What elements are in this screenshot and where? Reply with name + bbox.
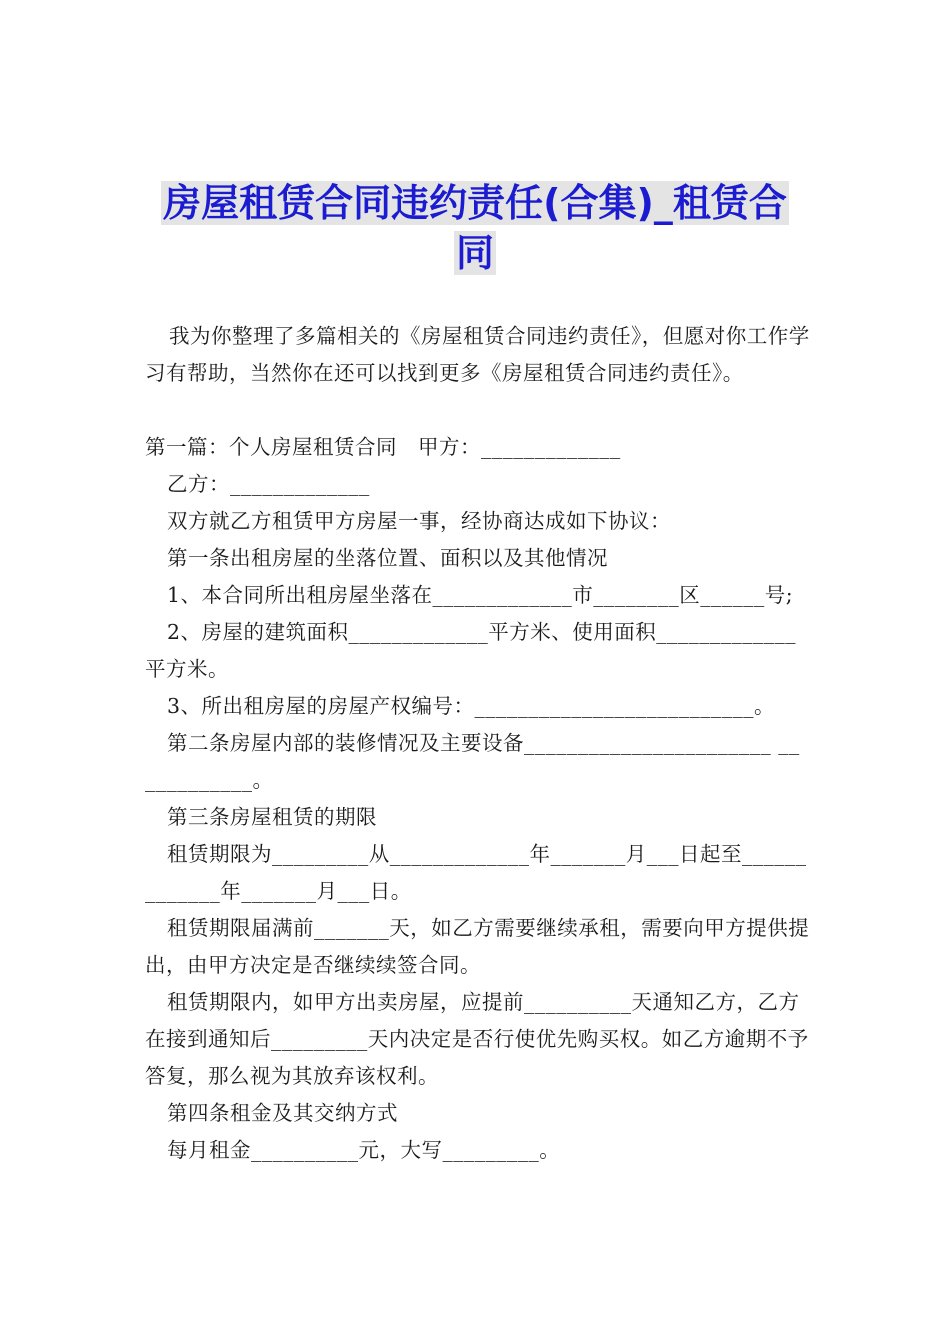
clause-1-item-1: 1、本合同所出租房屋坐落在_____________市________区______号; (167, 583, 794, 607)
clause-4-heading: 第四条租金及其交纳方式 (167, 1101, 398, 1125)
clause-3-heading: 第三条房屋租赁的期限 (167, 805, 377, 829)
party-b-line: 乙方：_____________ (167, 472, 370, 496)
clause-1-item-2: 2、房屋的建筑面积_____________平方米、使用面积_____________平方米。 (145, 620, 797, 681)
clause-3-item-1: 租赁期限为_________从_____________年_______月___日起至_____________年_______月___日。 (145, 842, 807, 903)
clause-1-heading: 第一条出租房屋的坐落位置、面积以及其他情况 (167, 546, 608, 570)
clause-3-item-3: 租赁期限内，如甲方出卖房屋，应提前__________天通知乙方，乙方在接到通知后_________天内决定是否行使优先购买权。如乙方逾期不予答复，那么视为其放弃该权利。 (145, 990, 809, 1088)
first-article-heading: 第一篇：个人房屋租赁合同 甲方：_____________ (145, 435, 621, 459)
document-title-line-2: 同 (455, 231, 494, 275)
clause-4-item-1: 每月租金__________元，大写_________。 (167, 1138, 561, 1162)
intro-paragraph: 我为你整理了多篇相关的《房屋租赁合同违约责任》，但愿对你工作学习有帮助，当然你在还可以找到更多《房屋租赁合同违约责任》。 (145, 324, 810, 385)
clause-3-item-2: 租赁期限届满前_______天，如乙方需要继续承租，需要向甲方提供提出，由甲方决定是否继续续签合同。 (145, 916, 810, 977)
document-title (145, 178, 805, 278)
clause-1-item-3: 3、所出租房屋的房屋产权编号：__________________________。 (167, 694, 776, 718)
clause-2-paragraph: 第二条房屋内部的装修情况及主要设备_______________________ ____________。 (145, 731, 800, 792)
document-title-line-1: 房屋租赁合同违约责任(合集)_租赁合 (163, 181, 787, 225)
agreement-paragraph: 双方就乙方租赁甲方房屋一事，经协商达成如下协议： (167, 509, 671, 533)
document-body (145, 318, 810, 1169)
